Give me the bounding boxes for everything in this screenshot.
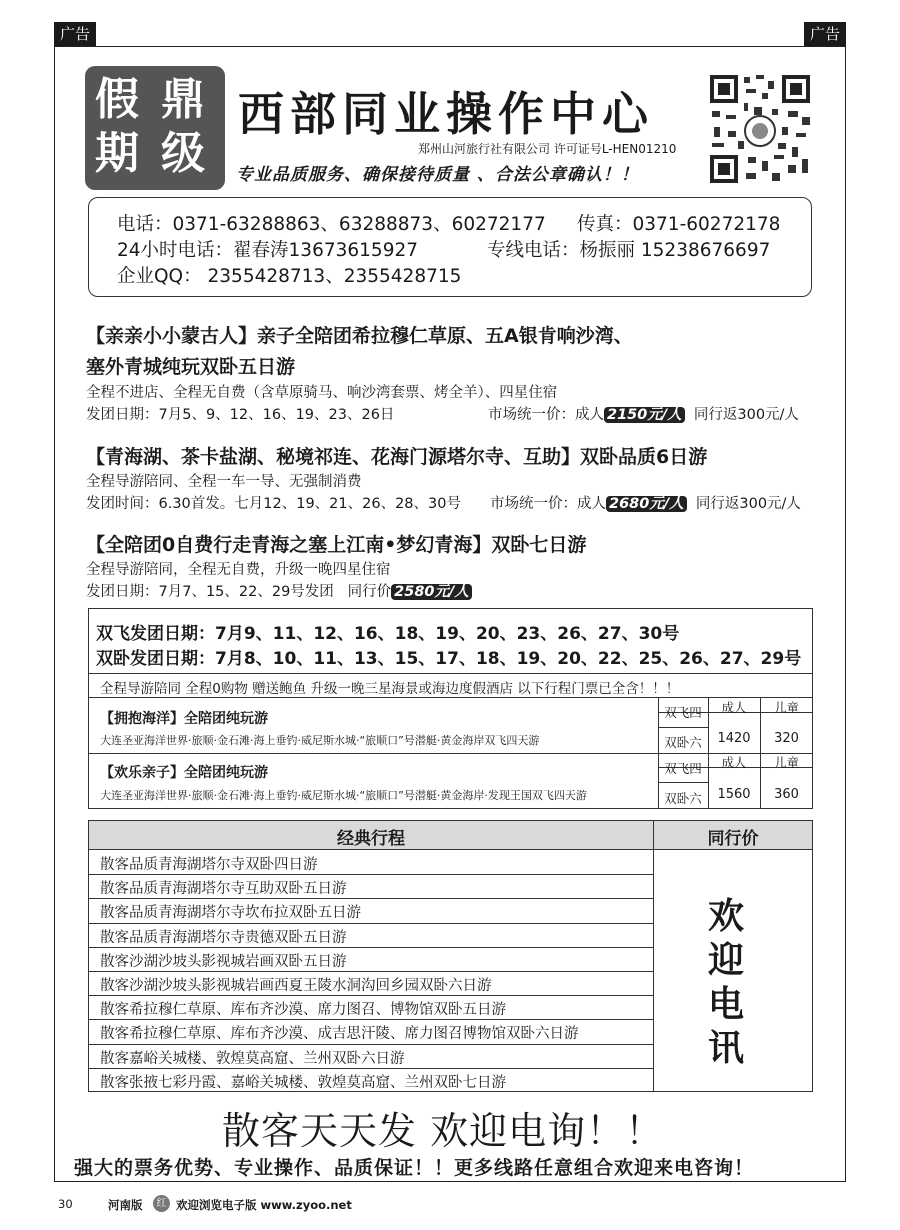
tour-desc: 全程不进店、全程无自费（含草原骑马、响沙湾套票、烤全羊）、四星住宿 (86, 385, 558, 401)
itinerary-item: 散客品质青海湖塔尔寺双卧四日游 (100, 857, 318, 873)
rebate: 同行返300元/人 (693, 407, 799, 423)
adult-price: 1420 (717, 731, 751, 746)
itinerary-item: 散客嘉峪关城楼、敦煌莫高窟、兰州双卧六日游 (100, 1050, 405, 1067)
ad-label-left: 广告 (54, 22, 96, 46)
footer-tagline: 强大的票务优势、专业操作、品质保证！！更多线路任意组合欢迎来电咨询！ (74, 1157, 755, 1179)
itinerary-item: 散客希拉穆仁草原、库布齐沙漠、席力图召、博物馆双卧五日游 (100, 1002, 506, 1019)
package-route: 大连圣亚海洋世界·旅顺·金石滩·海上垂钓·威尼斯水城·“旅顺口”号潜艇·黄金海岸·发现王国双飞四天游 (100, 789, 587, 802)
row-divider (88, 947, 653, 948)
welcome-char: 讯 (708, 1027, 745, 1069)
tour-price-line (490, 492, 801, 513)
logo-char: 鼎 (161, 74, 205, 125)
table-header-left: 经典行程 (337, 829, 405, 849)
price-badge: 2150元/人 (604, 407, 685, 423)
divider (658, 782, 708, 783)
logo-char: 期 (95, 128, 139, 179)
itinerary-item: 散客品质青海湖塔尔寺贵德双卧五日游 (100, 929, 347, 946)
welcome-char: 欢 (708, 895, 745, 937)
divider (88, 673, 813, 674)
divider (88, 849, 813, 850)
phone-line: 电话：0371-63288863、63288873、60272177 (117, 214, 546, 235)
market-label: 市场统一价：成人 (488, 407, 604, 423)
edition-label: 河南版 (108, 1198, 143, 1212)
logo-char: 级 (161, 128, 205, 179)
package-title: 【欢乐亲子】全陪团纯玩游 (100, 765, 268, 781)
itinerary-item: 散客张掖七彩丹霞、嘉峪关城楼、敦煌莫高窟、兰州双卧七日游 (100, 1074, 506, 1091)
sea-notice: 全程导游陪同 全程0购物 赠送鲍鱼 升级一晚三星海景或海边度假酒店 以下行程门票已全含！！！ (100, 681, 680, 697)
divider (88, 753, 813, 754)
tour-title: 【青海湖、茶卡盐湖、秘境祁连、花海门源塔尔寺、互助】双卧品质6日游 (86, 446, 708, 468)
slogan: 专业品质服务、确保接待质量 、合法公章确认！！ (236, 165, 639, 185)
mode-label: 双飞四 (664, 761, 702, 776)
tour-dates-text: 发团日期：7月7、15、22、29号发团 (86, 584, 334, 600)
qr-code-icon (708, 73, 812, 185)
mode-label: 双卧六 (664, 735, 702, 750)
tour-desc: 全程导游陪同，全程无自费，升级一晚四星住宿 (86, 562, 391, 578)
fly-dates: 双飞发团日期：7月9、11、12、16、18、19、20、23、26、27、30号 (96, 624, 680, 644)
tour-price-line (488, 403, 799, 424)
row-divider (88, 995, 653, 996)
mode-label: 双卧六 (664, 791, 702, 806)
tour-title: 【全陪团0自费行走青海之塞上江南•梦幻青海】双卧七日游 (86, 534, 587, 556)
price-badge: 2580元/人 (391, 584, 472, 600)
sleeper-dates: 双卧发团日期：7月8、10、11、13、15、17、18、19、20、22、25、26、27、29号 (96, 649, 802, 669)
tour-dates (86, 580, 472, 601)
itinerary-item: 散客品质青海湖塔尔寺互助双卧五日游 (100, 881, 347, 898)
row-divider (88, 874, 653, 875)
site-text: 欢迎浏览电子版 www.zyoo.net (176, 1198, 352, 1212)
itinerary-item: 散客希拉穆仁草原、库布齐沙漠、成吉思汗陵、席力图召博物馆双卧六日游 (100, 1026, 579, 1043)
rebate: 同行返300元/人 (695, 496, 801, 512)
child-label: 儿童 (773, 700, 799, 715)
market-label: 同行价 (347, 584, 392, 600)
itinerary-item: 散客品质青海湖塔尔寺坎布拉双卧五日游 (100, 905, 361, 922)
package-route: 大连圣亚海洋世界·旅顺·金石滩·海上垂钓·威尼斯水城·“旅顺口”号潜艇·黄金海岸双飞四天游 (100, 734, 540, 747)
tour-desc: 全程导游陪同、全程一车一导、无强制消费 (86, 474, 362, 490)
table-header-right: 同行价 (707, 829, 759, 849)
row-divider (88, 898, 653, 899)
fax-line: 传真：0371-60272178 (577, 214, 781, 235)
row-divider (88, 1044, 653, 1045)
divider (658, 727, 708, 728)
welcome-char: 迎 (708, 939, 745, 981)
footer-headline: 散客天天发 欢迎电询！！ (222, 1109, 665, 1153)
contact-box (88, 197, 812, 297)
page-title: 西部同业操作中心 (238, 87, 654, 141)
logo-char: 假 (95, 74, 139, 125)
itinerary-item: 散客沙湖沙坡头影视城岩画西夏王陵水洞沟回乡园双卧六日游 (100, 978, 492, 994)
child-price: 360 (774, 787, 799, 802)
price-badge: 2680元/人 (606, 496, 687, 512)
row-divider (88, 1068, 653, 1069)
hotline: 24小时电话：翟春涛13673615927 (117, 240, 419, 261)
itinerary-item: 散客沙湖沙坡头影视城岩画双卧五日游 (100, 953, 347, 970)
row-divider (88, 1019, 653, 1020)
child-price: 320 (774, 731, 799, 746)
welcome-char: 电 (708, 983, 745, 1025)
tour-title: 塞外青城纯玩双卧五日游 (86, 356, 296, 378)
tour-dates: 发团时间：6.30首发。七月12、19、21、26、28、30号 (86, 496, 461, 512)
tour-dates: 发团日期：7月5、9、12、16、19、23、26日 (86, 407, 395, 423)
page-number: 30 (58, 1197, 73, 1211)
mode-label: 双飞四 (664, 705, 702, 720)
qq-line: 企业QQ： 2355428713、2355428715 (117, 266, 462, 287)
special-line: 专线电话：杨振丽 15238676697 (487, 240, 771, 261)
divider (88, 697, 813, 698)
edition-badge-icon: 红 (153, 1195, 170, 1212)
tour-title: 【亲亲小小蒙古人】亲子全陪团希拉穆仁草原、五A银肯响沙湾、 (86, 325, 633, 347)
row-divider (88, 971, 653, 972)
divider (653, 820, 654, 1092)
adult-label: 成人 (721, 700, 747, 715)
logo (85, 66, 225, 190)
row-divider (88, 923, 653, 924)
company-license: 郑州山河旅行社有限公司 许可证号L-HEN01210 (418, 142, 677, 156)
package-title: 【拥抱海洋】全陪团纯玩游 (100, 711, 268, 727)
market-label: 市场统一价：成人 (490, 496, 606, 512)
adult-label: 成人 (721, 755, 747, 770)
child-label: 儿童 (773, 755, 799, 770)
ad-label-right: 广告 (804, 22, 846, 46)
adult-price: 1560 (717, 787, 751, 802)
